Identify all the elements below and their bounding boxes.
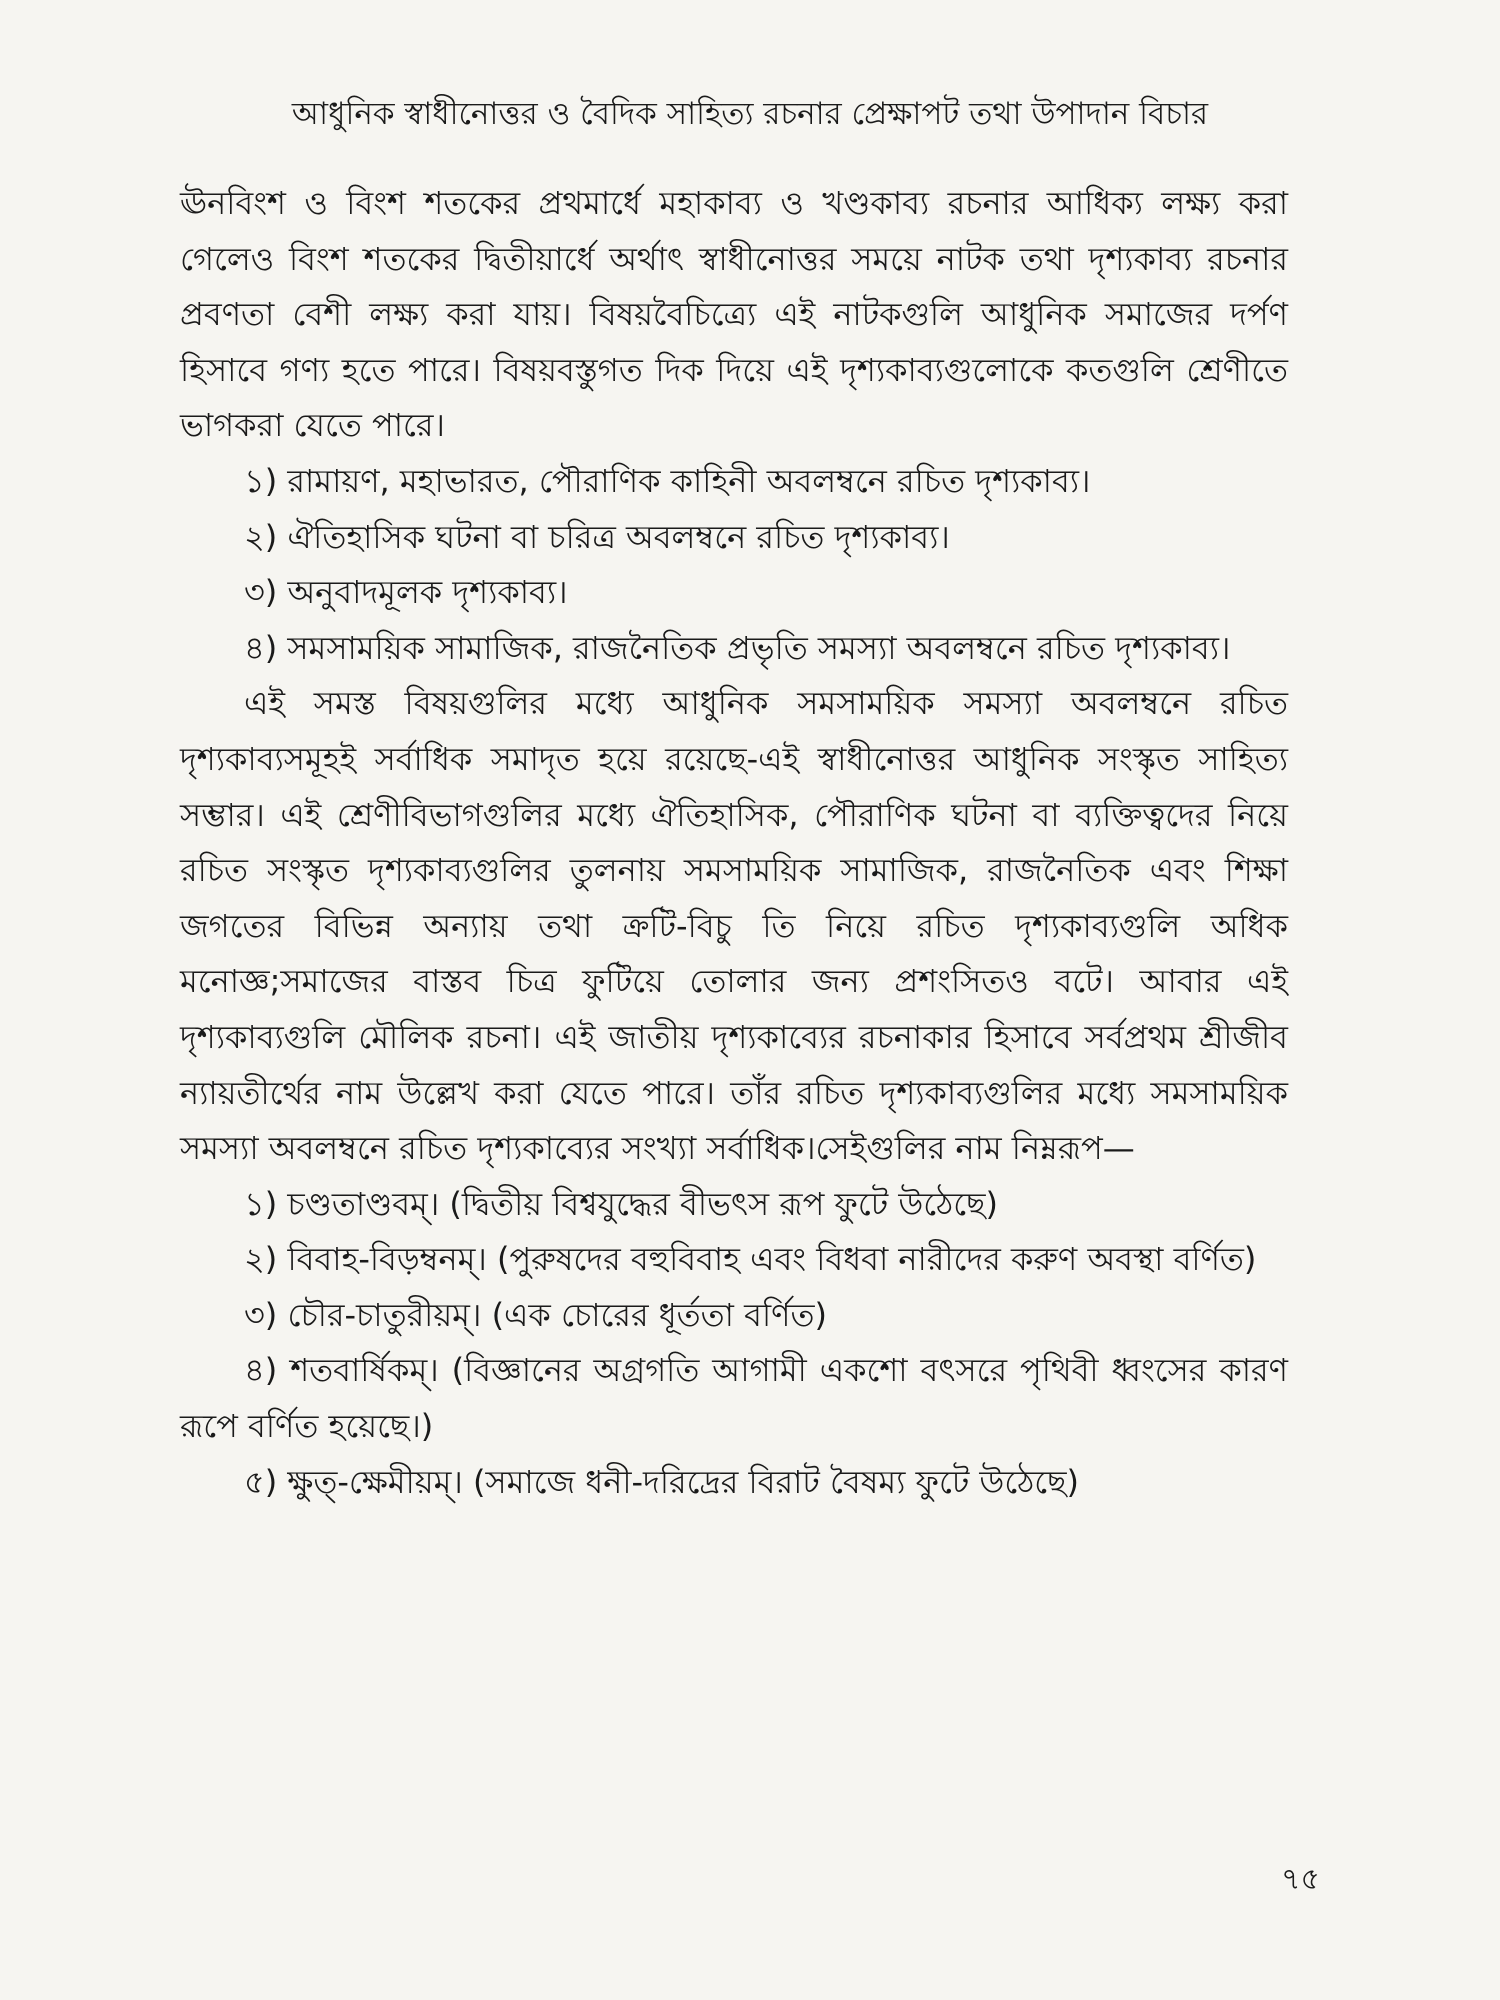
play-item-1: ১) চণ্ডতাণ্ডবম্। (দ্বিতীয় বিশ্বযুদ্ধের বীভৎস রূপ ফুটে উঠেছে)	[244, 1184, 998, 1223]
discussion-paragraph: এই সমস্ত বিষয়গুলির মধ্যে আধুনিক সমসাময়িক সমস্যা অবলম্বনে রচিত দৃশ্যকাব্যসমূহই সর্বাধিক সমাদৃত হয়ে রয়েছে-এই স্বাধীনোত্তর আধুনিক সংস্কৃত সাহিত্য সম্ভার। এই শ্রেণীবিভাগগুলির মধ্যে ঐতিহাসিক, পৌরাণিক ঘটনা বা ব্যক্তিত্বদের নিয়ে রচিত সংস্কৃত দৃশ্যকাব্যগুলির তুলনায় সমসাময়িক সামাজিক, রাজনৈতিক এবং শিক্ষা জগতের বিভিন্ন অন্যায় তথা ক্রটি-বিচু তি নিয়ে রচিত দৃশ্যকাব্যগুলি অধিক মনোজ্ঞ;সমাজের বাস্তব চিত্র ফুটিয়ে তোলার জন্য প্রশংসিতও বটে। আবার এই দৃশ্যকাব্যগুলি মৌলিক রচনা। এই জাতীয় দৃশ্যকাব্যের রচনাকার হিসাবে সর্বপ্রথম শ্রীজীব ন্যায়তীর্থের নাম উল্লেখ করা যেতে পারে। তাঁর রচিত দৃশ্যকাব্যগুলির মধ্যে সমসাময়িক সমস্যা অবলম্বনে রচিত দৃশ্যকাব্যের সংখ্যা সর্বাধিক।সেইগুলির নাম নিম্নরূপ—	[180, 684, 1288, 1168]
play-item-3: ৩) চৌর-চাতুরীয়ম্। (এক চোরের ধূর্ততা বর্ণিত)	[244, 1295, 827, 1334]
play-item-2: ২) বিবাহ-বিড়ম্বনম্। (পুরুষদের বহুবিবাহ এবং বিধবা নারীদের করুণ অবস্থা বর্ণিত)	[244, 1240, 1257, 1279]
category-item-2: ২) ঐতিহাসিক ঘটনা বা চরিত্র অবলম্বনে রচিত দৃশ্যকাব্য।	[244, 517, 950, 556]
category-item-1: ১) রামায়ণ, মহাভারত, পৌরাণিক কাহিনী অবলম্বনে রচিত দৃশ্যকাব্য।	[244, 461, 1091, 500]
category-item-4: ৪) সমসাময়িক সামাজিক, রাজনৈতিক প্রভৃতি সমস্যা অবলম্বনে রচিত দৃশ্যকাব্য।	[244, 628, 1231, 667]
body-text	[180, 176, 1288, 1510]
intro-paragraph: ঊনবিংশ ও বিংশ শতকের প্রথমার্ধে মহাকাব্য ও খণ্ডকাব্য রচনার আধিক্য লক্ষ্য করা গেলেও বিংশ শতকের দ্বিতীয়ার্ধে অর্থাৎ স্বাধীনোত্তর সময়ে নাটক তথা দৃশ্যকাব্য রচনার প্রবণতা বেশী লক্ষ্য করা যায়। বিষয়বৈচিত্র্যে এই নাটকগুলি আধুনিক সমাজের দর্পণ হিসাবে গণ্য হতে পারে। বিষয়বস্তুগত দিক দিয়ে এই দৃশ্যকাব্যগুলোকে কতগুলি শ্রেণীতে ভাগকরা যেতে পারে।	[180, 184, 1288, 445]
play-item-5: ৫) ক্ষুত্-ক্ষেমীয়ম্। (সমাজে ধনী-দরিদ্রের বিরাট বৈষম্য ফুটে উঠেছে)	[244, 1462, 1080, 1501]
running-header: আধুনিক স্বাধীনোত্তর ও বৈদিক সাহিত্য রচনার প্রেক্ষাপট তথা উপাদান বিচার	[291, 96, 1209, 132]
play-item-4: ৪) শতবার্ষিকম্। (বিজ্ঞানের অগ্রগতি আগামী একশো বৎসরে পৃথিবী ধ্বংসের কারণ রূপে বর্ণিত হয়েছে।)	[180, 1351, 1288, 1446]
category-item-3: ৩) অনুবাদমূলক দৃশ্যকাব্য।	[244, 573, 568, 612]
page-number: ৭৫	[1281, 1862, 1320, 1897]
